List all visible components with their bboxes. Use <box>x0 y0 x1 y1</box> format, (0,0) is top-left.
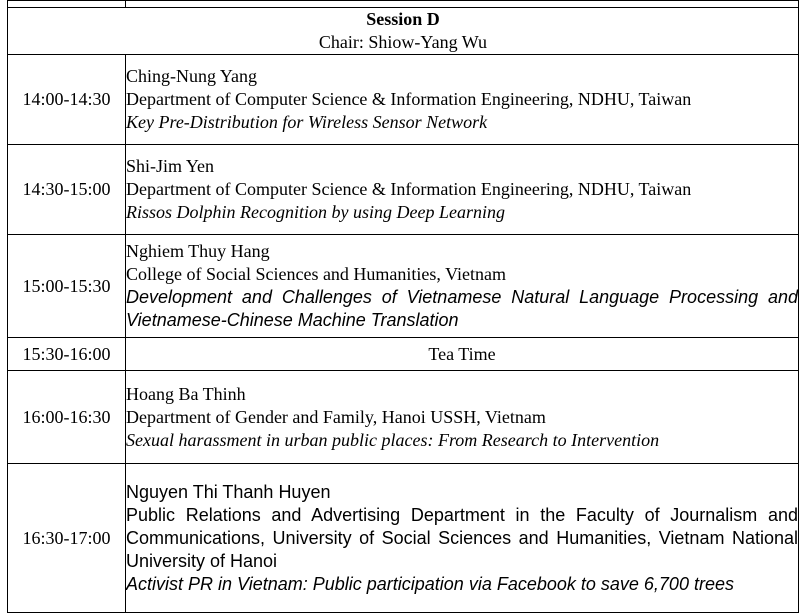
session-schedule-table <box>7 0 799 613</box>
talk-row <box>8 145 799 235</box>
speaker-affiliation: College of Social Sciences and Humanities, Vietnam <box>126 264 506 284</box>
talk-details <box>126 235 799 338</box>
speaker-name: Nguyen Thi Thanh Huyen <box>126 481 331 502</box>
time-slot: 16:30-17:00 <box>8 464 126 613</box>
talk-row <box>8 235 799 338</box>
time-slot: 15:30-16:00 <box>8 338 126 371</box>
talk-title: Activist PR in Vietnam: Public participation via Facebook to save 6,700 trees <box>126 573 734 594</box>
time-slot: 14:00-14:30 <box>8 55 126 145</box>
session-header-row <box>8 8 799 55</box>
speaker-name: Hoang Ba Thinh <box>126 383 246 404</box>
talk-title: Development and Challenges of Vietnamese Natural Language Processing and Vietnamese-Chinese Machine Translation <box>126 287 798 330</box>
talk-title: Key Pre-Distribution for Wireless Sensor Network <box>126 112 488 132</box>
talk-row <box>8 464 799 613</box>
speaker-name: Ching-Nung Yang <box>126 66 258 86</box>
talk-row <box>8 55 799 145</box>
speaker-affiliation: Department of Computer Science & Information Engineering, NDHU, Taiwan <box>126 89 692 109</box>
session-header <box>8 8 799 55</box>
speaker-affiliation: Department of Computer Science & Information Engineering, NDHU, Taiwan <box>126 179 692 199</box>
time-slot: 16:00-16:30 <box>8 371 126 464</box>
talk-title: Rissos Dolphin Recognition by using Deep Learning <box>126 202 505 222</box>
speaker-affiliation: Department of Gender and Family, Hanoi USSH, Vietnam <box>126 406 546 427</box>
talk-details <box>126 464 799 613</box>
talk-details <box>126 145 799 235</box>
session-title: Session D <box>366 9 440 29</box>
time-slot: 15:00-15:30 <box>8 235 126 338</box>
time-slot: 14:30-15:00 <box>8 145 126 235</box>
speaker-affiliation: Public Relations and Advertising Department in the Faculty of Journalism and Communications, University of Social Sciences and Humanities, Vietnam National University of Hanoi <box>126 504 798 571</box>
session-chair: Chair: Shiow-Yang Wu <box>318 32 488 52</box>
break-row <box>8 338 799 371</box>
talk-details <box>126 55 799 145</box>
break-label: Tea Time <box>126 338 799 371</box>
previous-row-stub <box>8 1 799 8</box>
talk-details <box>126 371 799 464</box>
speaker-name: Nghiem Thuy Hang <box>126 241 270 261</box>
talk-row <box>8 371 799 464</box>
speaker-name: Shi-Jim Yen <box>126 156 215 176</box>
talk-title: Sexual harassment in urban public places: From Research to Intervention <box>126 429 660 450</box>
